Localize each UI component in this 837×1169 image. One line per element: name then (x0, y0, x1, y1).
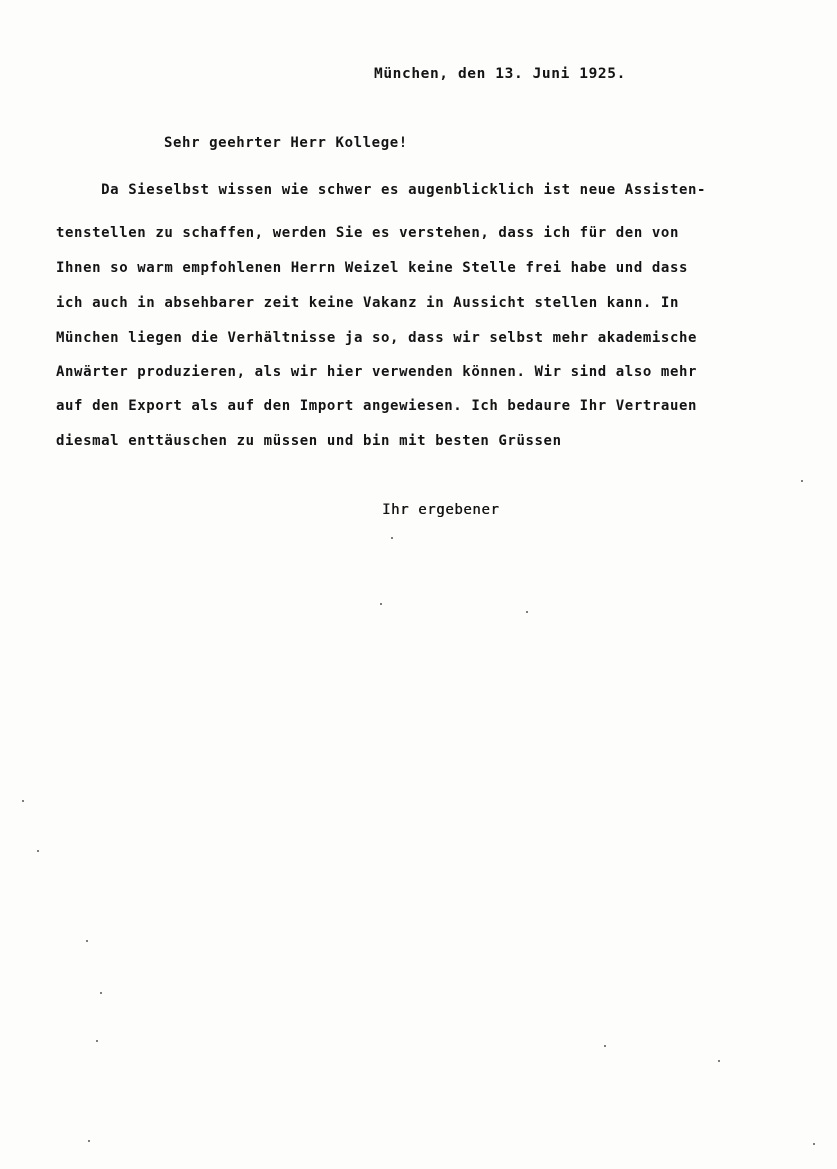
scan-speck (801, 480, 803, 482)
body-line-6: Anwärter produzieren, als wir hier verwenden können. Wir sind also mehr (56, 364, 698, 380)
body-line-3: Ihnen so warm empfohlenen Herrn Weizel keine Stelle frei habe und dass (56, 260, 689, 276)
body-line-4: ich auch in absehbarer zeit keine Vakanz in Aussicht stellen kann. In (56, 295, 679, 311)
scan-speck (380, 603, 382, 605)
scan-speck (604, 1045, 606, 1047)
scan-speck (37, 850, 39, 852)
scan-speck (391, 537, 393, 539)
scan-speck (22, 800, 24, 802)
scan-speck (813, 1143, 815, 1145)
body-line-7: auf den Export als auf den Import angewiesen. Ich bedaure Ihr Vertrauen (56, 398, 698, 414)
scan-speck (526, 611, 528, 613)
scan-speck (88, 1140, 90, 1142)
closing: Ihr ergebener (382, 502, 500, 518)
scan-speck (100, 992, 102, 994)
body-line-1: Da Sieselbst wissen wie schwer es augenblicklich ist neue Assisten- (56, 182, 707, 198)
body-line-8: diesmal enttäuschen zu müssen und bin mit besten Grüssen (56, 433, 562, 449)
scan-speck (86, 940, 88, 942)
scan-speck (96, 1040, 98, 1042)
body-line-5: München liegen die Verhältnisse ja so, dass wir selbst mehr akademische (56, 330, 698, 346)
body-line-2: tenstellen zu schaffen, werden Sie es verstehen, dass ich für den von (56, 225, 679, 241)
salutation: Sehr geehrter Herr Kollege! (164, 135, 408, 151)
date-line: München, den 13. Juni 1925. (374, 66, 626, 82)
scan-speck (718, 1060, 720, 1062)
